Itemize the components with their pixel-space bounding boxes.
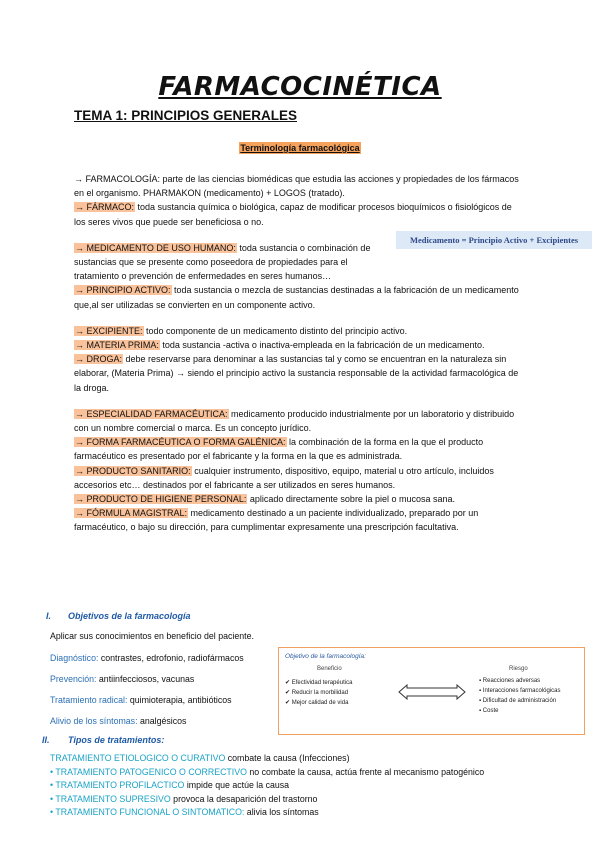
benefit-risk-box	[278, 647, 585, 735]
list-item: ▪ Coste	[479, 708, 499, 714]
page-title: FARMACOCINÉTICA	[158, 72, 442, 102]
terminology-heading: Terminología farmacológica	[240, 143, 360, 153]
box-title: Objetivo de la farmacología:	[285, 653, 366, 660]
def-forma-farmaceutica: → FORMA FARMACÉUTICA O FORMA GALÉNICA: la combinación de la forma en la que el producto farmacéutico es presentado por el fabricante y la forma en la que es administrada.	[74, 437, 484, 462]
risk-heading: Riesgo	[509, 666, 528, 672]
def-higiene-personal: → PRODUCTO DE HIGIENE PERSONAL: aplicado directamente sobre la piel o mucosa sana.	[75, 494, 455, 505]
list-item: ✔ Mejor calidad de vida	[285, 700, 349, 706]
list-item: • TRATAMIENTO FUNCIONAL O SINTOMATICO: alivia los síntomas	[50, 807, 319, 817]
list-item: Prevención: antiinfecciosos, vacunas	[50, 674, 195, 684]
def-farmaco: → FÁRMACO: toda sustancia química o biológica, capaz de modificar procesos bioquímicos o fisiológicos de los seres vivos que puede ser beneficiosa o no.	[74, 202, 512, 227]
def-especialidad: → ESPECIALIDAD FARMACÉUTICA: medicamento producido industrialmente por un laboratorio y distribuido con un nombre comercial o marca. Es un concepto jurídico.	[74, 408, 515, 434]
def-principio-activo: → PRINCIPIO ACTIVO: toda sustancia o mezcla de sustancias destinadas a la fabricación de un medicamento que,al ser utilizadas se convierten en un componente activo.	[74, 285, 519, 310]
section-title: TEMA 1: PRINCIPIOS GENERALES	[74, 108, 298, 123]
section-num-1: I.	[46, 611, 52, 621]
def-materia-prima: → MATERIA PRIMA: toda sustancia -activa o inactiva-empleada en la fabricación de un medicamento.	[75, 340, 485, 351]
list-item: • TRATAMIENTO PATOGENICO O CORRECTIVO no combate la causa, actúa frente al mecanismo patogénico	[50, 766, 485, 777]
list-item: Tratamiento radical: quimioterapia, antibióticos	[50, 695, 232, 705]
def-formula-magistral: → FÓRMULA MAGISTRAL: medicamento destinado a un paciente individualizado, preparado por un farmacéutico, o bajo su dirección, para cumplimentar expresamente una prescripción facultativa.	[74, 508, 479, 533]
list-item: ✔ Efectividad terapéutica	[285, 680, 353, 686]
list-item: Alivio de los síntomas: analgésicos	[50, 716, 187, 726]
formula-callout: Medicamento = Principio Activo + Excipientes	[396, 231, 592, 249]
objetivos-list	[50, 648, 244, 732]
list-item: ▪ Interacciones farmacológicas	[479, 688, 561, 694]
list-item: TRATAMIENTO ETIOLOGICO O CURATIVO combate la causa (Infecciones)	[50, 753, 350, 763]
benefit-heading: Beneficio	[317, 666, 342, 672]
tipos-heading: Tipos de tratamientos:	[68, 735, 165, 745]
list-item: Diagnóstico: contrastes, edrofonio, radiofármacos	[50, 653, 244, 663]
objetivos-intro: Aplicar sus conocimientos en beneficio del paciente.	[50, 631, 254, 641]
def-droga: → DROGA: debe reservarse para denominar a las sustancias tal y como se encuentran en la naturaleza sin elaborar, (Materia Prima) → siendo el principio activo la sustancia responsable de la actividad farmacológica de la droga.	[74, 354, 519, 393]
def-medicamento: → MEDICAMENTO DE USO HUMANO: toda sustancia o combinación de sustancias que se presente como poseedora de propiedades para el tratamiento o prevención de enfermedades en seres humanos…	[74, 242, 371, 282]
list-item: • TRATAMIENTO PROFILACTICO impide que actúe la causa	[50, 780, 290, 790]
tipos-list	[50, 752, 570, 820]
objetivos-heading: Objetivos de la farmacología	[68, 611, 191, 621]
definitions-list	[74, 172, 522, 535]
section-num-2: II.	[42, 735, 50, 745]
double-arrow-icon	[397, 684, 467, 700]
list-item: ▪ Reacciones adversas	[479, 678, 541, 684]
list-item: ▪ Dificultad de administración	[479, 698, 557, 704]
risk-list	[479, 676, 561, 716]
def-excipiente: → EXCIPIENTE: todo componente de un medicamento distinto del principio activo.	[75, 325, 408, 336]
def-farmacologia: → FARMACOLOGÍA: parte de las ciencias biomédicas que estudia las acciones y propiedades de los fármacos en el organismo. PHARMAKON (medicamento) + LOGOS (tratado).	[74, 174, 519, 199]
benefit-list	[285, 678, 352, 708]
list-item: • TRATAMIENTO SUPRESIVO provoca la desaparición del trastorno	[50, 793, 318, 804]
def-producto-sanitario: → PRODUCTO SANITARIO: cualquier instrumento, dispositivo, equipo, material u otro artículo, incluidos accesorios etc… destinados por el fabricante a ser utilizados en seres humanos.	[74, 465, 494, 490]
list-item: ✔ Reducir la morbilidad	[285, 690, 349, 696]
